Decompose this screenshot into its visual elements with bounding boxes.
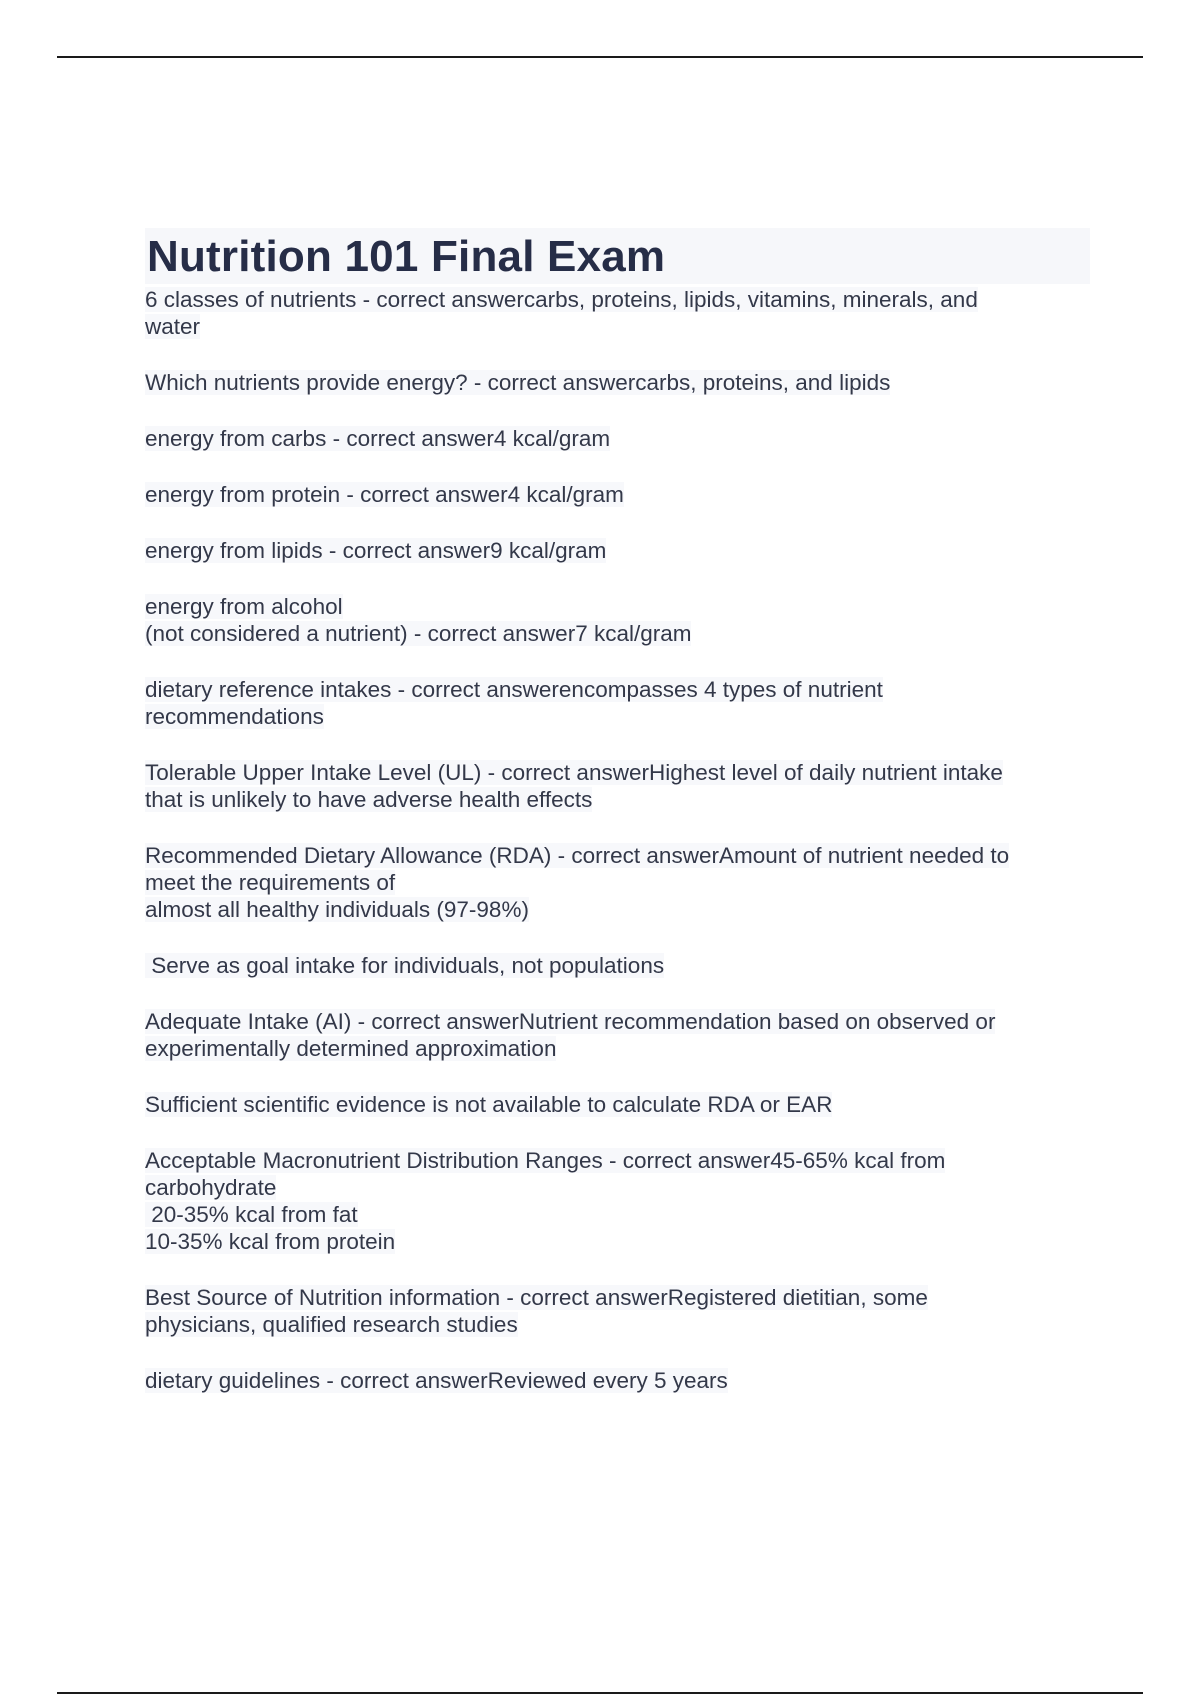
entry-line-text: Acceptable Macronutrient Distribution Ranges - correct answer45-65% kcal from	[145, 1148, 946, 1173]
flashcard-entry	[145, 1091, 1090, 1118]
entry-line-text: energy from lipids - correct answer9 kcal/gram	[145, 538, 607, 563]
entry-line-text: Tolerable Upper Intake Level (UL) - correct answerHighest level of daily nutrient intake	[145, 760, 1003, 785]
entry-line	[145, 537, 1090, 564]
entry-line-text: Best Source of Nutrition information - correct answerRegistered dietitian, some	[145, 1285, 928, 1310]
entry-line	[145, 1367, 1090, 1394]
entry-line	[145, 1008, 1090, 1035]
entry-line-text: recommendations	[145, 704, 324, 729]
entry-line-text: energy from protein - correct answer4 kcal/gram	[145, 482, 624, 507]
top-divider	[57, 56, 1143, 58]
entry-line-text: Which nutrients provide energy? - correct answercarbs, proteins, and lipids	[145, 370, 891, 395]
flashcard-entry	[145, 952, 1090, 979]
flashcard-entry	[145, 593, 1090, 647]
entry-line	[145, 593, 1090, 620]
entry-line-text: Adequate Intake (AI) - correct answerNutrient recommendation based on observed or	[145, 1009, 996, 1034]
entry-line	[145, 842, 1090, 869]
entry-line	[145, 1091, 1090, 1118]
entry-line	[145, 620, 1090, 647]
entry-line-text: 6 classes of nutrients - correct answercarbs, proteins, lipids, vitamins, minerals, and	[145, 287, 978, 312]
flashcard-entry	[145, 1008, 1090, 1062]
flashcard-entry	[145, 1367, 1090, 1394]
entry-line	[145, 869, 1090, 896]
entry-line-text: experimentally determined approximation	[145, 1036, 557, 1061]
entry-line-text: dietary guidelines - correct answerReviewed every 5 years	[145, 1368, 728, 1393]
entry-line	[145, 1035, 1090, 1062]
entry-line	[145, 759, 1090, 786]
flashcard-entry	[145, 481, 1090, 508]
flashcard-entry	[145, 537, 1090, 564]
entry-line-text: 20-35% kcal from fat	[145, 1202, 358, 1227]
bottom-divider	[57, 1692, 1143, 1694]
entry-line	[145, 1174, 1090, 1201]
document-title: Nutrition 101 Final Exam	[145, 228, 1090, 284]
entry-line	[145, 896, 1090, 923]
entry-line	[145, 676, 1090, 703]
entry-line	[145, 286, 1090, 313]
flashcard-entry	[145, 1147, 1090, 1255]
entry-line-text: 10-35% kcal from protein	[145, 1229, 396, 1254]
entry-line-text: energy from alcohol	[145, 594, 343, 619]
flashcard-entry	[145, 425, 1090, 452]
flashcard-entry	[145, 369, 1090, 396]
flashcard-entry	[145, 759, 1090, 813]
entry-line-text: dietary reference intakes - correct answerencompasses 4 types of nutrient	[145, 677, 883, 702]
entry-line	[145, 703, 1090, 730]
entry-line	[145, 1228, 1090, 1255]
entry-line-text: water	[145, 314, 201, 339]
entry-line	[145, 313, 1090, 340]
entry-line-text: Recommended Dietary Allowance (RDA) - correct answerAmount of nutrient needed to	[145, 843, 1010, 868]
entry-line-text: meet the requirements of	[145, 870, 396, 895]
entry-line	[145, 952, 1090, 979]
entry-line-text: carbohydrate	[145, 1175, 277, 1200]
entry-line	[145, 1147, 1090, 1174]
flashcard-entry	[145, 1284, 1090, 1338]
entry-line-text: Sufficient scientific evidence is not available to calculate RDA or EAR	[145, 1092, 833, 1117]
entry-line	[145, 369, 1090, 396]
document-body	[145, 228, 1090, 1423]
entry-line	[145, 481, 1090, 508]
flashcard-list	[145, 286, 1090, 1394]
entry-line-text: that is unlikely to have adverse health effects	[145, 787, 593, 812]
flashcard-entry	[145, 286, 1090, 340]
entry-line-text: energy from carbs - correct answer4 kcal/gram	[145, 426, 611, 451]
entry-line	[145, 786, 1090, 813]
entry-line-text: Serve as goal intake for individuals, not populations	[145, 953, 665, 978]
entry-line-text: (not considered a nutrient) - correct answer7 kcal/gram	[145, 621, 692, 646]
flashcard-entry	[145, 676, 1090, 730]
entry-line	[145, 1311, 1090, 1338]
entry-line	[145, 1284, 1090, 1311]
entry-line-text: physicians, qualified research studies	[145, 1312, 518, 1337]
entry-line-text: almost all healthy individuals (97-98%)	[145, 897, 529, 922]
entry-line	[145, 425, 1090, 452]
flashcard-entry	[145, 842, 1090, 923]
entry-line	[145, 1201, 1090, 1228]
